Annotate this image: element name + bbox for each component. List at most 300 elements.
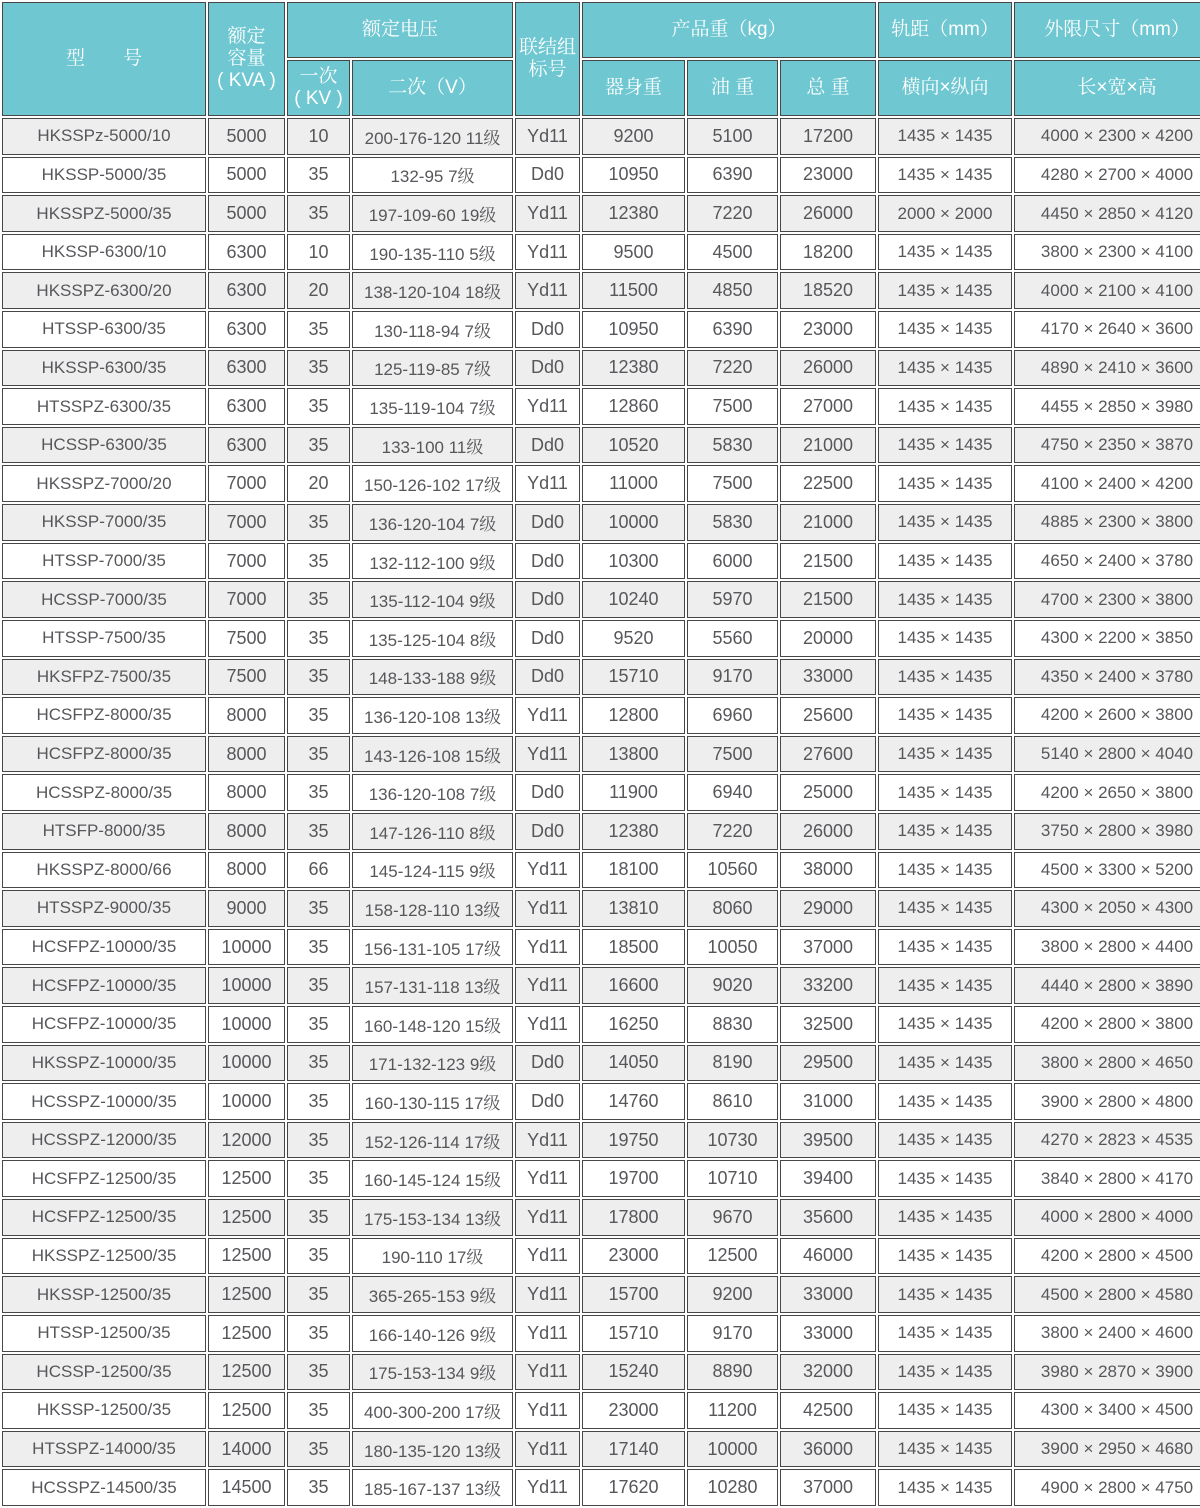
cell-connection: Yd11 (515, 234, 580, 271)
cell-body-weight: 10950 (582, 311, 685, 348)
cell-capacity: 6300 (208, 234, 285, 271)
cell-secondary-v: 135-125-104 8级 (352, 620, 513, 657)
cell-body-weight: 16600 (582, 967, 685, 1004)
cell-primary-kv: 35 (287, 620, 350, 657)
cell-secondary-v: 125-119-85 7级 (352, 350, 513, 387)
cell-model: HKSSP-12500/35 (2, 1392, 206, 1429)
cell-primary-kv: 35 (287, 388, 350, 425)
cell-gauge: 1435 × 1435 (878, 543, 1012, 580)
cell-capacity: 7000 (208, 504, 285, 541)
cell-total-weight: 46000 (780, 1238, 876, 1275)
cell-capacity: 6300 (208, 311, 285, 348)
table-row (2, 774, 1200, 811)
cell-primary-kv: 35 (287, 350, 350, 387)
col-header-body-weight: 器身重 (582, 60, 685, 116)
cell-oil-weight: 5830 (687, 504, 778, 541)
cell-total-weight: 20000 (780, 620, 876, 657)
cell-total-weight: 33000 (780, 1276, 876, 1313)
cell-model: HCSFPZ-10000/35 (2, 967, 206, 1004)
cell-total-weight: 35600 (780, 1199, 876, 1236)
cell-primary-kv: 35 (287, 1431, 350, 1468)
cell-dimensions: 4270 × 2823 × 4535 (1014, 1122, 1200, 1159)
cell-oil-weight: 5830 (687, 427, 778, 464)
cell-secondary-v: 136-120-104 7级 (352, 504, 513, 541)
cell-dimensions: 4350 × 2400 × 3780 (1014, 659, 1200, 696)
cell-capacity: 14000 (208, 1431, 285, 1468)
cell-secondary-v: 180-135-120 13级 (352, 1431, 513, 1468)
cell-body-weight: 9200 (582, 118, 685, 155)
cell-dimensions: 3750 × 2800 × 3980 (1014, 813, 1200, 850)
cell-oil-weight: 4850 (687, 272, 778, 309)
cell-oil-weight: 5100 (687, 118, 778, 155)
col-header-capacity (208, 2, 285, 116)
cell-dimensions: 4885 × 2300 × 3800 (1014, 504, 1200, 541)
cell-gauge: 1435 × 1435 (878, 659, 1012, 696)
cell-model: HCSFPZ-10000/35 (2, 929, 206, 966)
cell-total-weight: 18520 (780, 272, 876, 309)
spec-table-body (2, 118, 1200, 1506)
cell-secondary-v: 365-265-153 9级 (352, 1276, 513, 1313)
cell-capacity: 5000 (208, 157, 285, 194)
cell-model: HTSSP-7000/35 (2, 543, 206, 580)
cell-secondary-v: 136-120-108 13级 (352, 697, 513, 734)
cell-dimensions: 5140 × 2800 × 4040 (1014, 736, 1200, 773)
cell-capacity: 14500 (208, 1469, 285, 1506)
cell-gauge: 1435 × 1435 (878, 1431, 1012, 1468)
cell-model: HTSSP-7500/35 (2, 620, 206, 657)
cell-primary-kv: 35 (287, 1354, 350, 1391)
cell-oil-weight: 8830 (687, 1006, 778, 1043)
cell-connection: Dd0 (515, 774, 580, 811)
cell-total-weight: 21500 (780, 581, 876, 618)
table-row (2, 504, 1200, 541)
cell-primary-kv: 35 (287, 311, 350, 348)
cell-dimensions: 4000 × 2800 × 4000 (1014, 1199, 1200, 1236)
cell-connection: Dd0 (515, 813, 580, 850)
cell-connection: Yd11 (515, 890, 580, 927)
cell-connection: Yd11 (515, 195, 580, 232)
table-row (2, 1469, 1200, 1506)
col-header-dimensions-sub: 长×宽×高 (1014, 60, 1200, 116)
cell-model: HKSFPZ-7500/35 (2, 659, 206, 696)
table-row (2, 620, 1200, 657)
table-row (2, 195, 1200, 232)
cell-body-weight: 12860 (582, 388, 685, 425)
cell-capacity: 10000 (208, 1045, 285, 1082)
cell-dimensions: 4440 × 2800 × 3890 (1014, 967, 1200, 1004)
cell-model: HKSSP-7000/35 (2, 504, 206, 541)
table-row (2, 852, 1200, 889)
cell-total-weight: 17200 (780, 118, 876, 155)
cell-dimensions: 4300 × 2200 × 3850 (1014, 620, 1200, 657)
cell-body-weight: 19700 (582, 1160, 685, 1197)
cell-dimensions: 4500 × 2800 × 4580 (1014, 1276, 1200, 1313)
cell-gauge: 1435 × 1435 (878, 465, 1012, 502)
cell-connection: Dd0 (515, 1083, 580, 1120)
cell-gauge: 1435 × 1435 (878, 118, 1012, 155)
cell-total-weight: 29500 (780, 1045, 876, 1082)
cell-body-weight: 13800 (582, 736, 685, 773)
cell-primary-kv: 66 (287, 852, 350, 889)
cell-gauge: 1435 × 1435 (878, 311, 1012, 348)
cell-gauge: 1435 × 1435 (878, 234, 1012, 271)
cell-secondary-v: 148-133-188 9级 (352, 659, 513, 696)
cell-capacity: 7000 (208, 581, 285, 618)
cell-primary-kv: 35 (287, 581, 350, 618)
cell-secondary-v: 132-112-100 9级 (352, 543, 513, 580)
cell-body-weight: 12380 (582, 195, 685, 232)
table-row (2, 736, 1200, 773)
cell-gauge: 1435 × 1435 (878, 272, 1012, 309)
cell-dimensions: 4750 × 2350 × 3870 (1014, 427, 1200, 464)
cell-connection: Dd0 (515, 543, 580, 580)
table-row (2, 543, 1200, 580)
cell-gauge: 1435 × 1435 (878, 427, 1012, 464)
cell-capacity: 5000 (208, 118, 285, 155)
cell-capacity: 10000 (208, 1083, 285, 1120)
cell-body-weight: 15240 (582, 1354, 685, 1391)
cell-primary-kv: 35 (287, 1160, 350, 1197)
cell-connection: Dd0 (515, 1045, 580, 1082)
cell-total-weight: 37000 (780, 1469, 876, 1506)
cell-secondary-v: 175-153-134 13级 (352, 1199, 513, 1236)
cell-total-weight: 36000 (780, 1431, 876, 1468)
cell-oil-weight: 9200 (687, 1276, 778, 1313)
table-row (2, 1199, 1200, 1236)
cell-oil-weight: 7220 (687, 813, 778, 850)
cell-secondary-v: 200-176-120 11级 (352, 118, 513, 155)
cell-capacity: 10000 (208, 1006, 285, 1043)
cell-body-weight: 12800 (582, 697, 685, 734)
cell-connection: Yd11 (515, 929, 580, 966)
cell-dimensions: 4650 × 2400 × 3780 (1014, 543, 1200, 580)
cell-dimensions: 3900 × 2800 × 4800 (1014, 1083, 1200, 1120)
table-row (2, 350, 1200, 387)
cell-primary-kv: 35 (287, 929, 350, 966)
cell-dimensions: 4300 × 2050 × 4300 (1014, 890, 1200, 927)
cell-body-weight: 23000 (582, 1392, 685, 1429)
cell-model: HKSSPZ-10000/35 (2, 1045, 206, 1082)
cell-oil-weight: 9020 (687, 967, 778, 1004)
table-row (2, 1006, 1200, 1043)
cell-secondary-v: 158-128-110 13级 (352, 890, 513, 927)
cell-total-weight: 32500 (780, 1006, 876, 1043)
cell-dimensions: 3980 × 2870 × 3900 (1014, 1354, 1200, 1391)
header-line: 容量 (227, 48, 266, 69)
cell-total-weight: 31000 (780, 1083, 876, 1120)
cell-oil-weight: 10560 (687, 852, 778, 889)
cell-capacity: 6300 (208, 427, 285, 464)
cell-body-weight: 18100 (582, 852, 685, 889)
cell-gauge: 1435 × 1435 (878, 774, 1012, 811)
cell-capacity: 8000 (208, 852, 285, 889)
cell-total-weight: 22500 (780, 465, 876, 502)
cell-total-weight: 33000 (780, 659, 876, 696)
cell-gauge: 1435 × 1435 (878, 504, 1012, 541)
cell-model: HTSFP-8000/35 (2, 813, 206, 850)
cell-primary-kv: 10 (287, 118, 350, 155)
cell-oil-weight: 10000 (687, 1431, 778, 1468)
table-row (2, 272, 1200, 309)
cell-total-weight: 27600 (780, 736, 876, 773)
table-row (2, 1238, 1200, 1275)
cell-total-weight: 25000 (780, 774, 876, 811)
cell-model: HTSSPZ-14000/35 (2, 1431, 206, 1468)
cell-model: HCSSP-6300/35 (2, 427, 206, 464)
cell-body-weight: 19750 (582, 1122, 685, 1159)
cell-model: HCSFPZ-8000/35 (2, 736, 206, 773)
cell-body-weight: 14760 (582, 1083, 685, 1120)
table-row (2, 967, 1200, 1004)
cell-primary-kv: 35 (287, 1392, 350, 1429)
cell-gauge: 1435 × 1435 (878, 852, 1012, 889)
cell-connection: Yd11 (515, 1315, 580, 1352)
cell-gauge: 1435 × 1435 (878, 736, 1012, 773)
cell-dimensions: 4200 × 2600 × 3800 (1014, 697, 1200, 734)
cell-dimensions: 4000 × 2100 × 4100 (1014, 272, 1200, 309)
cell-model: HKSSPz-5000/10 (2, 118, 206, 155)
cell-secondary-v: 138-120-104 18级 (352, 272, 513, 309)
cell-primary-kv: 35 (287, 1006, 350, 1043)
cell-secondary-v: 136-120-108 7级 (352, 774, 513, 811)
cell-model: HTSSPZ-6300/35 (2, 388, 206, 425)
cell-body-weight: 9500 (582, 234, 685, 271)
cell-capacity: 8000 (208, 736, 285, 773)
cell-primary-kv: 35 (287, 1199, 350, 1236)
cell-dimensions: 4170 × 2640 × 3600 (1014, 311, 1200, 348)
cell-secondary-v: 166-140-126 9级 (352, 1315, 513, 1352)
cell-gauge: 1435 × 1435 (878, 1354, 1012, 1391)
cell-dimensions: 4700 × 2300 × 3800 (1014, 581, 1200, 618)
cell-total-weight: 27000 (780, 388, 876, 425)
cell-oil-weight: 8060 (687, 890, 778, 927)
cell-total-weight: 26000 (780, 195, 876, 232)
cell-total-weight: 29000 (780, 890, 876, 927)
cell-body-weight: 10950 (582, 157, 685, 194)
cell-model: HKSSPZ-7000/20 (2, 465, 206, 502)
cell-connection: Yd11 (515, 1469, 580, 1506)
cell-model: HKSSP-12500/35 (2, 1276, 206, 1313)
cell-secondary-v: 130-118-94 7级 (352, 311, 513, 348)
cell-capacity: 12500 (208, 1392, 285, 1429)
cell-connection: Yd11 (515, 967, 580, 1004)
header-line: ( KV ) (294, 88, 343, 109)
cell-primary-kv: 35 (287, 1122, 350, 1159)
cell-connection: Yd11 (515, 1354, 580, 1391)
cell-capacity: 6300 (208, 350, 285, 387)
table-row (2, 1160, 1200, 1197)
table-row (2, 659, 1200, 696)
cell-model: HCSFPZ-12500/35 (2, 1199, 206, 1236)
cell-connection: Yd11 (515, 272, 580, 309)
table-row (2, 1354, 1200, 1391)
cell-capacity: 5000 (208, 195, 285, 232)
cell-oil-weight: 6390 (687, 311, 778, 348)
cell-gauge: 1435 × 1435 (878, 1045, 1012, 1082)
cell-connection: Yd11 (515, 1160, 580, 1197)
cell-secondary-v: 132-95 7级 (352, 157, 513, 194)
cell-total-weight: 21500 (780, 543, 876, 580)
cell-primary-kv: 35 (287, 1083, 350, 1120)
cell-body-weight: 11000 (582, 465, 685, 502)
cell-gauge: 1435 × 1435 (878, 967, 1012, 1004)
col-header-oil-weight: 油 重 (687, 60, 778, 116)
cell-capacity: 6300 (208, 272, 285, 309)
table-row (2, 581, 1200, 618)
cell-gauge: 1435 × 1435 (878, 388, 1012, 425)
cell-dimensions: 4000 × 2300 × 4200 (1014, 118, 1200, 155)
cell-dimensions: 3800 × 2400 × 4600 (1014, 1315, 1200, 1352)
cell-primary-kv: 35 (287, 427, 350, 464)
cell-secondary-v: 197-109-60 19级 (352, 195, 513, 232)
cell-total-weight: 39500 (780, 1122, 876, 1159)
table-row (2, 1276, 1200, 1313)
cell-connection: Dd0 (515, 427, 580, 464)
cell-total-weight: 25600 (780, 697, 876, 734)
cell-secondary-v: 171-132-123 9级 (352, 1045, 513, 1082)
cell-secondary-v: 400-300-200 17级 (352, 1392, 513, 1429)
cell-body-weight: 10300 (582, 543, 685, 580)
cell-connection: Dd0 (515, 311, 580, 348)
cell-gauge: 1435 × 1435 (878, 1469, 1012, 1506)
cell-body-weight: 18500 (582, 929, 685, 966)
cell-primary-kv: 35 (287, 697, 350, 734)
cell-connection: Dd0 (515, 350, 580, 387)
cell-total-weight: 32000 (780, 1354, 876, 1391)
cell-connection: Dd0 (515, 620, 580, 657)
cell-body-weight: 13810 (582, 890, 685, 927)
cell-primary-kv: 35 (287, 813, 350, 850)
cell-model: HKSSP-6300/35 (2, 350, 206, 387)
cell-capacity: 9000 (208, 890, 285, 927)
cell-connection: Yd11 (515, 1006, 580, 1043)
table-row (2, 118, 1200, 155)
cell-secondary-v: 175-153-134 9级 (352, 1354, 513, 1391)
cell-oil-weight: 9170 (687, 1315, 778, 1352)
table-row (2, 465, 1200, 502)
cell-capacity: 8000 (208, 774, 285, 811)
cell-total-weight: 26000 (780, 350, 876, 387)
cell-primary-kv: 35 (287, 659, 350, 696)
cell-secondary-v: 135-112-104 9级 (352, 581, 513, 618)
cell-dimensions: 3800 × 2300 × 4100 (1014, 234, 1200, 271)
table-row (2, 1315, 1200, 1352)
cell-secondary-v: 160-148-120 15级 (352, 1006, 513, 1043)
cell-oil-weight: 10730 (687, 1122, 778, 1159)
table-row (2, 234, 1200, 271)
cell-oil-weight: 10710 (687, 1160, 778, 1197)
cell-gauge: 1435 × 1435 (878, 620, 1012, 657)
col-header-gauge-sub: 横向×纵向 (878, 60, 1012, 116)
cell-capacity: 12500 (208, 1199, 285, 1236)
cell-model: HKSSPZ-6300/20 (2, 272, 206, 309)
cell-model: HCSSPZ-12000/35 (2, 1122, 206, 1159)
cell-gauge: 1435 × 1435 (878, 1238, 1012, 1275)
cell-dimensions: 3800 × 2800 × 4650 (1014, 1045, 1200, 1082)
cell-capacity: 7500 (208, 620, 285, 657)
cell-secondary-v: 145-124-115 9级 (352, 852, 513, 889)
cell-gauge: 1435 × 1435 (878, 1160, 1012, 1197)
cell-model: HKSSPZ-8000/66 (2, 852, 206, 889)
cell-capacity: 12500 (208, 1238, 285, 1275)
col-header-product-weight: 产品重（kg） (582, 2, 876, 58)
cell-body-weight: 17620 (582, 1469, 685, 1506)
cell-oil-weight: 7220 (687, 195, 778, 232)
cell-model: HKSSP-6300/10 (2, 234, 206, 271)
cell-dimensions: 4455 × 2850 × 3980 (1014, 388, 1200, 425)
cell-model: HTSSPZ-9000/35 (2, 890, 206, 927)
cell-capacity: 12500 (208, 1160, 285, 1197)
cell-primary-kv: 35 (287, 774, 350, 811)
cell-gauge: 1435 × 1435 (878, 1315, 1012, 1352)
cell-oil-weight: 12500 (687, 1238, 778, 1275)
cell-primary-kv: 35 (287, 195, 350, 232)
cell-primary-kv: 35 (287, 1276, 350, 1313)
cell-connection: Dd0 (515, 581, 580, 618)
cell-dimensions: 4200 × 2800 × 4500 (1014, 1238, 1200, 1275)
table-row (2, 1392, 1200, 1429)
table-row (2, 427, 1200, 464)
cell-model: HCSFPZ-12500/35 (2, 1160, 206, 1197)
cell-primary-kv: 10 (287, 234, 350, 271)
cell-oil-weight: 6390 (687, 157, 778, 194)
cell-gauge: 1435 × 1435 (878, 813, 1012, 850)
cell-total-weight: 21000 (780, 427, 876, 464)
cell-gauge: 1435 × 1435 (878, 1276, 1012, 1313)
cell-gauge: 1435 × 1435 (878, 697, 1012, 734)
table-row (2, 697, 1200, 734)
cell-primary-kv: 35 (287, 1238, 350, 1275)
cell-primary-kv: 20 (287, 465, 350, 502)
cell-primary-kv: 35 (287, 967, 350, 1004)
cell-body-weight: 15710 (582, 1315, 685, 1352)
cell-capacity: 7500 (208, 659, 285, 696)
cell-dimensions: 4280 × 2700 × 4000 (1014, 157, 1200, 194)
cell-secondary-v: 150-126-102 17级 (352, 465, 513, 502)
table-row (2, 311, 1200, 348)
cell-oil-weight: 8610 (687, 1083, 778, 1120)
cell-secondary-v: 156-131-105 17级 (352, 929, 513, 966)
cell-model: HCSSPZ-10000/35 (2, 1083, 206, 1120)
col-header-gauge: 轨距（mm） (878, 2, 1012, 58)
cell-connection: Yd11 (515, 1122, 580, 1159)
cell-oil-weight: 9670 (687, 1199, 778, 1236)
cell-secondary-v: 143-126-108 15级 (352, 736, 513, 773)
cell-connection: Yd11 (515, 697, 580, 734)
cell-dimensions: 4890 × 2410 × 3600 (1014, 350, 1200, 387)
cell-oil-weight: 11200 (687, 1392, 778, 1429)
cell-total-weight: 42500 (780, 1392, 876, 1429)
cell-secondary-v: 190-135-110 5级 (352, 234, 513, 271)
cell-oil-weight: 6960 (687, 697, 778, 734)
cell-dimensions: 4300 × 3400 × 4500 (1014, 1392, 1200, 1429)
cell-connection: Yd11 (515, 1199, 580, 1236)
cell-model: HCSSPZ-14500/35 (2, 1469, 206, 1506)
cell-capacity: 12500 (208, 1315, 285, 1352)
cell-connection: Yd11 (515, 1276, 580, 1313)
cell-model: HTSSP-6300/35 (2, 311, 206, 348)
cell-body-weight: 23000 (582, 1238, 685, 1275)
cell-oil-weight: 7500 (687, 465, 778, 502)
cell-body-weight: 10000 (582, 504, 685, 541)
cell-connection: Yd11 (515, 1392, 580, 1429)
cell-body-weight: 16250 (582, 1006, 685, 1043)
cell-gauge: 1435 × 1435 (878, 350, 1012, 387)
header-line: 联结组 (519, 37, 577, 58)
cell-primary-kv: 35 (287, 1045, 350, 1082)
cell-oil-weight: 5970 (687, 581, 778, 618)
cell-total-weight: 23000 (780, 311, 876, 348)
